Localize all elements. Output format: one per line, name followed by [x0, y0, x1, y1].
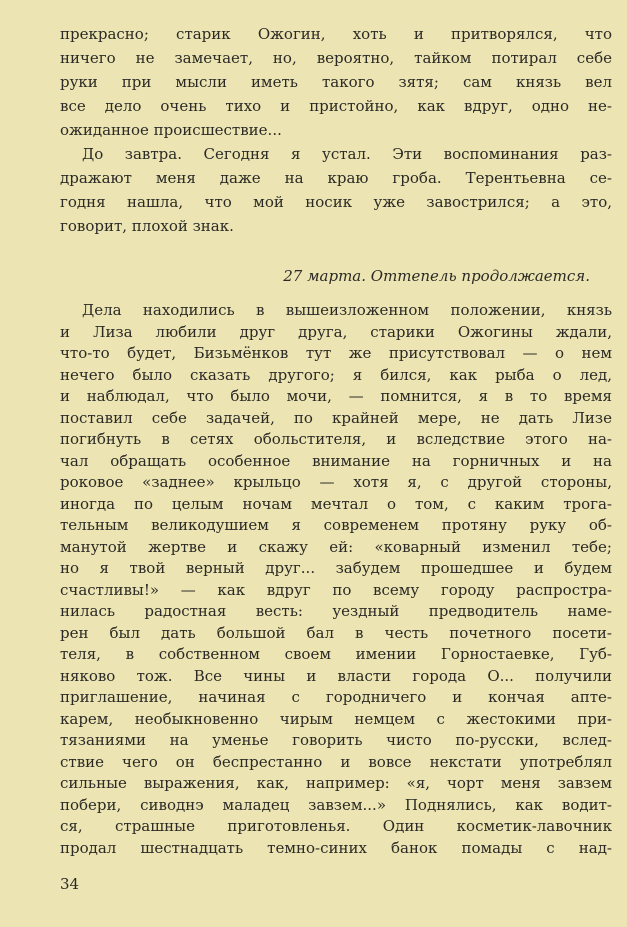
text-line: нилась радостная весть: уездный предводитель наме- [60, 602, 612, 620]
text-line: говорит, плохой знак. [60, 217, 234, 235]
text-line: все дело очень тихо и пристойно, как вдруг, одно не- [60, 97, 612, 115]
text-line: ствие чего он беспрестанно и вовсе некстати употреблял [60, 752, 612, 771]
text-line: дражают меня даже на краю гроба. Терентьевна се- [60, 169, 612, 187]
text-line: манутой жертве и скажу ей: «коварный изменил тебе; [60, 537, 612, 556]
diary-entry-heading: 27 марта. Оттепель продолжается. [283, 267, 590, 285]
text-line: чал обращать особенное внимание на горничных и на [60, 451, 612, 470]
text-line: погибнуть в сетях обольстителя, и вследствие этого на- [60, 430, 612, 448]
text-line: поставил себе задачей, по крайней мере, не дать Лизе [60, 408, 612, 427]
text-line: нечего было сказать другого; я бился, как рыба о лед, [60, 365, 612, 384]
paragraph [60, 22, 612, 142]
text-line: тязаниями на уменье говорить чисто по-русски, вслед- [60, 731, 612, 749]
text-line: рен был дать большой бал в честь почетного посети- [60, 623, 612, 642]
text-line: тельным великодушием я современем протяну руку об- [60, 516, 612, 534]
text-line: и наблюдал, что было мочи, — помнится, я в то время [60, 387, 612, 405]
text-line: карем, необыкновенно чирым немцем с жестокими при- [60, 709, 612, 728]
text-line: иногда по целым ночам мечтал о том, с каким трога- [60, 494, 612, 513]
text-line: руки при мысли иметь такого зятя; сам князь вел [60, 73, 612, 91]
text-line: До завтра. Сегодня я устал. Эти воспоминания раз- [82, 145, 612, 163]
text-line: сильные выражения, как, например: «я, чорт меня завзем [60, 774, 612, 792]
text-line: продал шестнадцать темно-синих банок помады с над- [60, 838, 612, 857]
text-line: счастливы!» — как вдруг по всему городу распростра- [60, 580, 612, 599]
paragraph [60, 142, 612, 238]
text-line: побери, сиводнэ маладец завзем...» Поднялись, как водит- [60, 795, 612, 814]
text-line: прекрасно; старик Ожогин, хоть и притворялся, что [60, 25, 612, 43]
page-number: 34 [60, 875, 80, 893]
text-line: ничего не замечает, но, вероятно, тайком потирал себе [60, 49, 612, 67]
text-line: Дела находились в вышеизложенном положении, князь [82, 301, 612, 319]
text-line: роковое «заднее» крыльцо — хотя я, с другой стороны, [60, 473, 612, 491]
book-page-text [60, 22, 612, 859]
text-line: что-то будет, Бизьмёнков тут же присутствовал — о нем [60, 344, 612, 362]
text-line: ожиданное происшествие... [60, 121, 282, 139]
text-line: ся, страшные приготовленья. Один косметик-лавочник [60, 817, 612, 835]
text-line: приглашение, начиная с городничего и кончая апте- [60, 688, 612, 706]
text-line: и Лиза любили друг друга, старики Ожогины ждали, [60, 322, 612, 341]
paragraph [60, 300, 612, 859]
text-line: но я твой верный друг... забудем прошедшее и будем [60, 559, 612, 577]
text-line: няково тож. Все чины и власти города О... получили [60, 666, 612, 685]
text-line: теля, в собственном своем имении Горностаевке, Губ- [60, 645, 612, 663]
text-line: годня нашла, что мой носик уже завострился; а это, [60, 193, 612, 211]
